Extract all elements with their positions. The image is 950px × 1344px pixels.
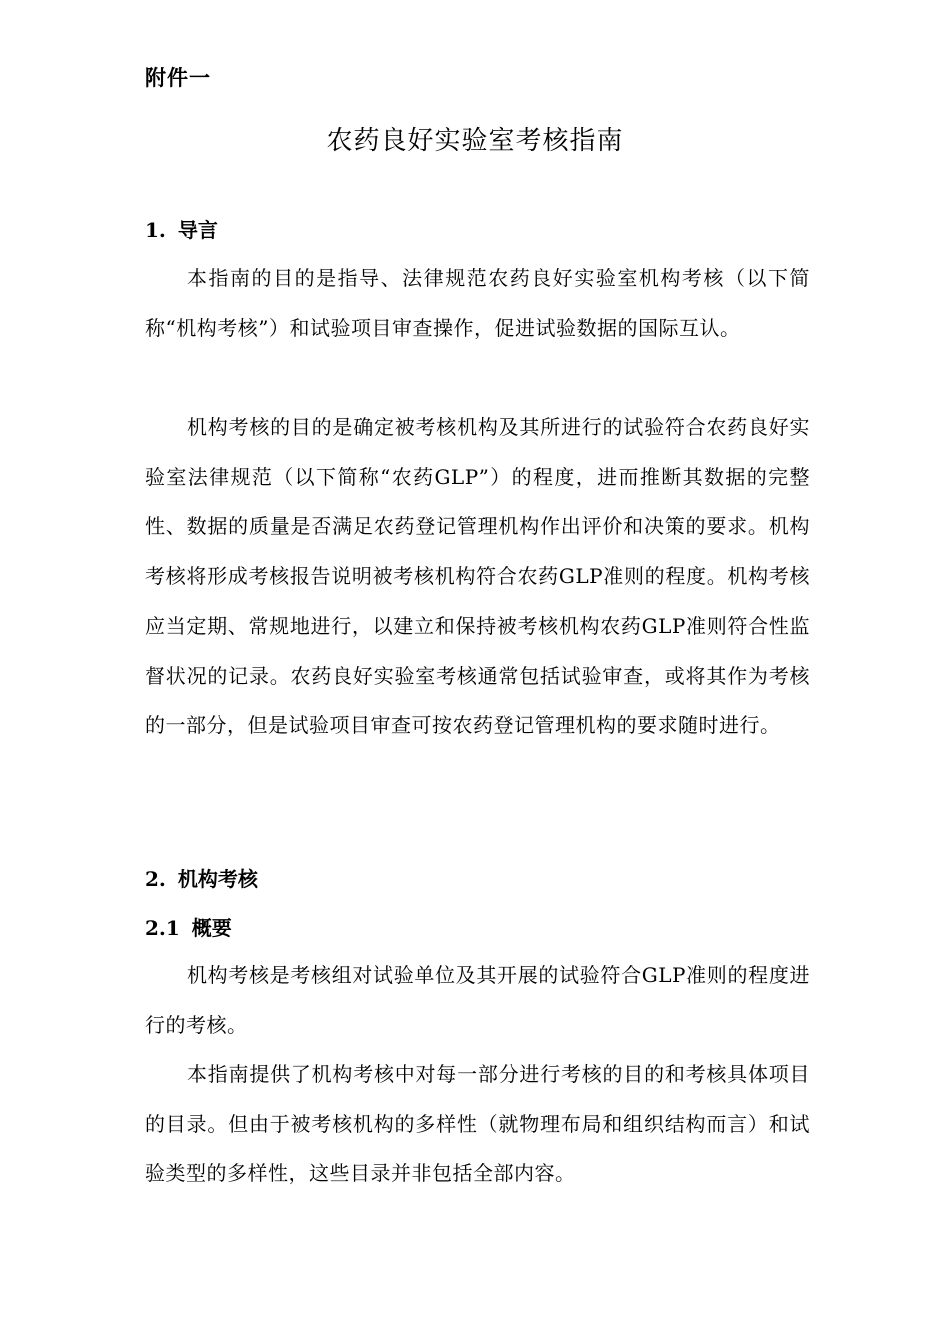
section-heading-facility-inspection <box>145 863 258 892</box>
section-number: 2.1 <box>145 916 180 940</box>
section-title: 导言 <box>177 218 218 242</box>
attachment-label: 附件一 <box>145 65 211 90</box>
section-title: 机构考核 <box>177 867 258 891</box>
section-title: 概要 <box>191 916 232 940</box>
section-heading-introduction <box>145 214 218 243</box>
section-heading-overview <box>145 912 232 941</box>
section-number: 2. <box>145 867 166 891</box>
section-number: 1. <box>145 218 166 242</box>
paragraph-overview-scope: 本指南提供了机构考核中对每一部分进行考核的目的和考核具体项目的目录。但由于被考核机构的多样性（就物理布局和组织结构而言）和试验类型的多样性，这些目录并非包括全部内容。 <box>145 1062 810 1186</box>
paragraph-introduction-purpose: 本指南的目的是指导、法律规范农药良好实验室机构考核（以下简称“机构考核”）和试验项目审查操作，促进试验数据的国际互认。 <box>145 266 810 340</box>
paragraph-overview-definition: 机构考核是考核组对试验单位及其开展的试验符合GLP准则的程度进行的考核。 <box>145 963 810 1037</box>
document-title: 农药良好实验室考核指南 <box>326 126 624 156</box>
paragraph-facility-inspection-purpose: 机构考核的目的是确定被考核机构及其所进行的试验符合农药良好实验室法律规范（以下简称“农药GLP”）的程度，进而推断其数据的完整性、数据的质量是否满足农药登记管理机构作出评价和决策的要求。机构考核将形成考核报告说明被考核机构符合农药GLP准则的程度。机构考核应当定期、常规地进行，以建立和保持被考核机构农药GLP准则符合性监督状况的记录。农药良好实验室考核通常包括试验审查，或将其作为考核的一部分，但是试验项目审查可按农药登记管理机构的要求随时进行。 <box>145 415 810 738</box>
